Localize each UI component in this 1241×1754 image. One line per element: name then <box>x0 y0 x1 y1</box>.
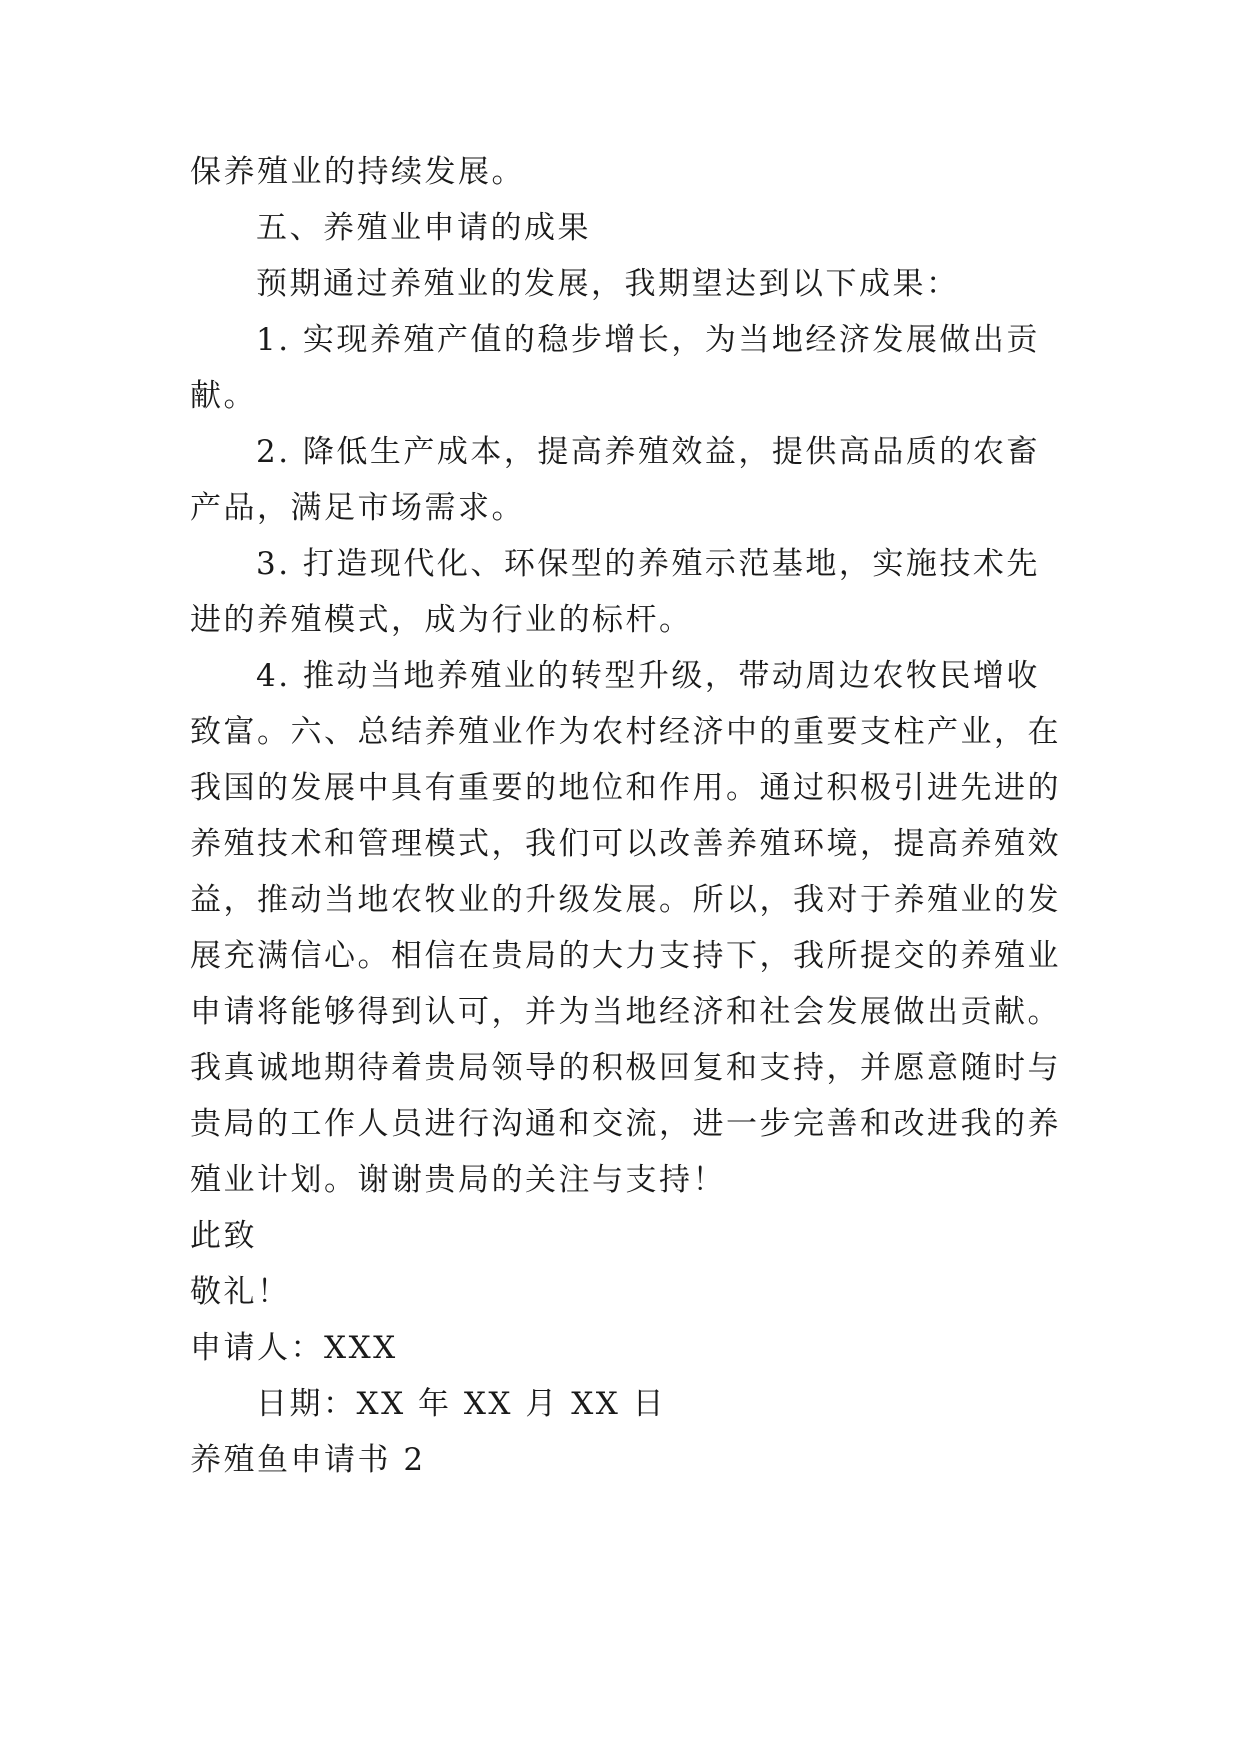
paragraph-line: 益，推动当地农牧业的升级发展。所以，我对于养殖业的发 <box>190 882 1061 918</box>
section-heading: 五、养殖业申请的成果 <box>256 210 591 246</box>
text-line-intro: 预期通过养殖业的发展，我期望达到以下成果： <box>256 266 960 302</box>
list-item-1: 1. 实现养殖产值的稳步增长，为当地经济发展做出贡 <box>256 322 1040 358</box>
paragraph-line: 养殖技术和管理模式，我们可以改善养殖环境，提高养殖效 <box>190 826 1061 862</box>
paragraph-line: 我真诚地期待着贵局领导的积极回复和支持，并愿意随时与 <box>190 1050 1061 1086</box>
list-item-2-cont: 产品，满足市场需求。 <box>190 490 525 526</box>
paragraph-line: 致富。六、总结养殖业作为农村经济中的重要支柱产业，在 <box>190 714 1061 750</box>
list-item-3-cont: 进的养殖模式，成为行业的标杆。 <box>190 602 693 638</box>
paragraph-line: 展充满信心。相信在贵局的大力支持下，我所提交的养殖业 <box>190 938 1061 974</box>
text-line-continuation: 保养殖业的持续发展。 <box>190 154 525 190</box>
paragraph-line: 殖业计划。谢谢贵局的关注与支持！ <box>190 1162 726 1198</box>
applicant-name: 申请人：XXX <box>190 1330 398 1366</box>
closing-regards: 敬礼！ <box>190 1274 291 1310</box>
list-item-4: 4. 推动当地养殖业的转型升级，带动周边农牧民增收 <box>256 658 1040 694</box>
paragraph-line: 我国的发展中具有重要的地位和作用。通过积极引进先进的 <box>190 770 1061 806</box>
list-item-2: 2. 降低生产成本，提高养殖效益，提供高品质的农畜 <box>256 434 1040 470</box>
date-line: 日期：XX 年 XX 月 XX 日 <box>256 1386 667 1422</box>
paragraph-line: 申请将能够得到认可，并为当地经济和社会发展做出贡献。 <box>190 994 1061 1030</box>
closing-salutation: 此致 <box>190 1218 257 1254</box>
paragraph-line: 贵局的工作人员进行沟通和交流，进一步完善和改进我的养 <box>190 1106 1061 1142</box>
next-document-title: 养殖鱼申请书 2 <box>190 1442 426 1478</box>
list-item-3: 3. 打造现代化、环保型的养殖示范基地，实施技术先 <box>256 546 1040 582</box>
list-item-1-cont: 献。 <box>190 378 257 414</box>
